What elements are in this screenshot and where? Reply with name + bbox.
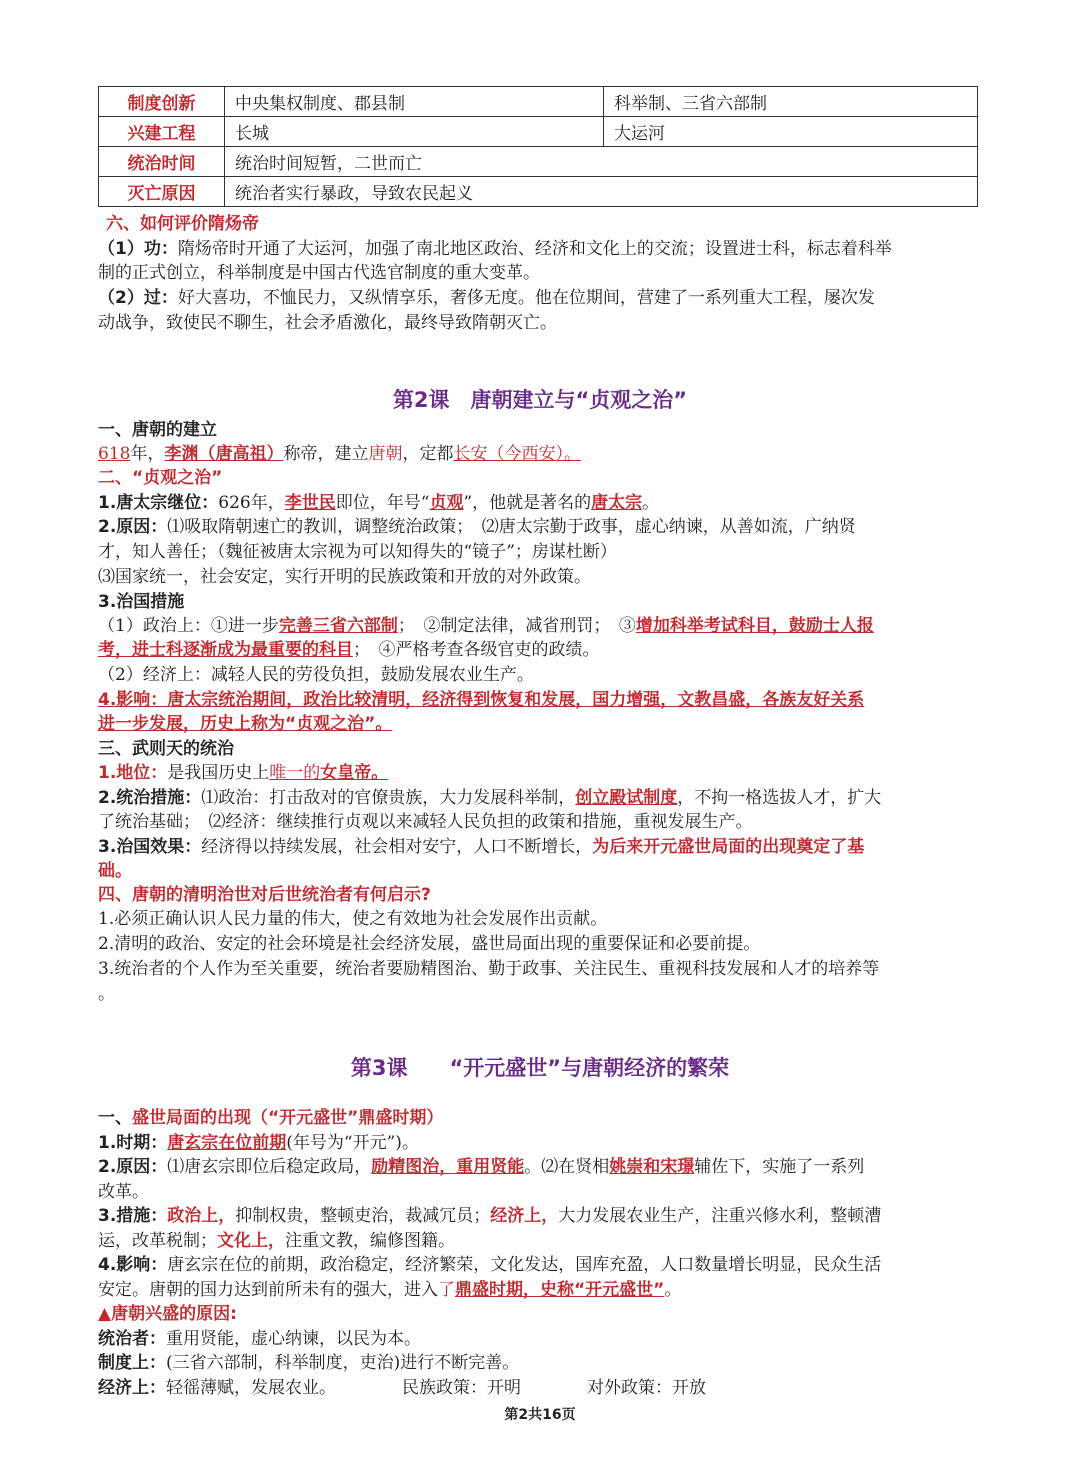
label: 1.唐太宗继位： xyxy=(98,493,219,513)
label: 2.原因： xyxy=(98,517,168,537)
paragraph xyxy=(98,614,988,638)
row-value: 中央集权制度、郡县制 xyxy=(225,87,604,117)
text: ⑴唐玄宗即位后稳定政局， xyxy=(167,1157,372,1177)
text: 经济得以持续发展，社会相对安宁，人口不断增长， xyxy=(201,837,593,857)
table-row xyxy=(99,87,978,117)
text: 抑制权贵，整顿吏治，裁减冗员； xyxy=(235,1206,491,1226)
paragraph xyxy=(98,442,988,466)
row-key: 统治时间 xyxy=(99,147,225,177)
list-item: 2.清明的政治、安定的社会环境是社会经济发展，盛世局面出现的重要保证和必要前提。 xyxy=(98,934,761,954)
paragraph: 动战争，致使民不聊生，社会矛盾激化，最终导致隋朝灭亡。 xyxy=(98,313,557,333)
paragraph xyxy=(98,786,988,810)
text: 好大喜功，不恤民力，又纵情享乐，奢侈无度。他在位期间，营建了一系列重大工程，屡次发 xyxy=(177,288,875,308)
keyword: 姚崇和宋璟 xyxy=(609,1157,695,1177)
text: 一、 xyxy=(98,1108,132,1128)
text: ，定都 xyxy=(402,444,454,464)
label: 1.时期： xyxy=(98,1133,168,1153)
text: 运，改革税制； xyxy=(98,1231,217,1251)
section-heading: 六、如何评价隋炀帝 xyxy=(106,214,259,234)
text: (年号为“开元”)。 xyxy=(286,1133,419,1153)
text: ”，他就是著名的 xyxy=(463,493,592,513)
paragraph xyxy=(98,286,988,310)
capital: 长安（今西安）。 xyxy=(453,444,581,464)
year: 618 xyxy=(98,444,131,464)
paragraph xyxy=(98,1253,988,1277)
paragraph xyxy=(98,1278,988,1302)
section-heading: 三、武则天的统治 xyxy=(98,739,234,759)
paragraph xyxy=(98,1229,988,1253)
paragraph xyxy=(98,491,988,515)
text: (三省六部制，科举制度，吏治)进行不断完善。 xyxy=(166,1353,520,1373)
label: 3.措施： xyxy=(98,1206,168,1226)
text: 即位，年号“ xyxy=(335,493,430,513)
text: 。 xyxy=(664,1280,682,1300)
list-item: 3.统治者的个人作为至关重要，统治者要励精图治、勤于政事、关注民生、重视科技发展和人才的培养等 xyxy=(98,959,880,979)
text: 年， xyxy=(130,444,165,464)
comparison-table xyxy=(98,86,978,207)
label: （1）功： xyxy=(98,239,178,259)
keyword: 为后来开元盛世局面的出现奠定了基 xyxy=(592,837,865,857)
paragraph xyxy=(98,1376,988,1400)
text: ⑴政治：打击敌对的官僚贵族，大力发展科举制， xyxy=(201,788,576,808)
paragraph: 制的正式创立，科举制度是中国古代选官制度的重大变革。 xyxy=(98,263,540,283)
keyword: 李世民 xyxy=(284,493,336,513)
paragraph xyxy=(98,237,988,261)
keyword: 唯一的 xyxy=(269,763,321,783)
text: 民族政策：开明 xyxy=(402,1378,521,1398)
text: 隋炀帝时开通了大运河，加强了南北地区政治、经济和文化上的交流；设置进士科，标志着科举 xyxy=(177,239,892,259)
row-value: 长城 xyxy=(225,117,604,147)
row-key: 制度创新 xyxy=(99,87,225,117)
text: ，不拘一格选拔人才，扩大 xyxy=(677,788,882,808)
row-value: 科举制、三省六部制 xyxy=(604,87,978,117)
list-item: 。 xyxy=(98,984,115,1004)
paragraph: 改革。 xyxy=(98,1182,149,1202)
section-heading: 一、唐朝的建立 xyxy=(98,420,217,440)
text: ⑴吸取隋朝速亡的教训，调整统治政策； ⑵唐太宗勤于政事，虚心纳谏，从善如流，广纳贤 xyxy=(167,517,856,537)
row-value: 统治时间短暂，二世而亡 xyxy=(225,147,978,177)
keyword: 完善三省六部制 xyxy=(278,616,398,636)
label: 经济上： xyxy=(98,1378,166,1398)
paragraph: 了统治基础； ⑵经济：继续推行贞观以来减轻人民负担的政策和措施，重视发展生产。 xyxy=(98,812,753,832)
label: （2）过： xyxy=(98,288,178,308)
text: 称帝，建立 xyxy=(283,444,369,464)
text: ； ②制定法律，减省刑罚； ③ xyxy=(397,616,636,636)
subheading: ▲唐朝兴盛的原因: xyxy=(98,1304,237,1324)
paragraph xyxy=(98,1351,988,1375)
keyword: 励精图治，重用贤能 xyxy=(371,1157,525,1177)
paragraph: （2）经济上：减轻人民的劳役负担，鼓励发展农业生产。 xyxy=(98,665,534,685)
lesson-title: 第3课 “开元盛世”与唐朝经济的繁荣 xyxy=(350,1056,730,1080)
keyword: 文化上， xyxy=(217,1231,285,1251)
keyword: 贞观 xyxy=(429,493,464,513)
paragraph xyxy=(98,1327,988,1351)
table-row xyxy=(99,117,978,147)
paragraph: 础。 xyxy=(98,861,132,881)
row-value: 大运河 xyxy=(604,117,978,147)
label: 1.地位： xyxy=(98,763,168,783)
paragraph xyxy=(98,1204,988,1228)
keyword: 经济上， xyxy=(490,1206,559,1226)
paragraph xyxy=(98,1155,988,1179)
row-key: 灭亡原因 xyxy=(99,177,225,207)
paragraph xyxy=(98,1131,988,1155)
lesson-title: 第2课 唐朝建立与“贞观之治” xyxy=(392,388,688,412)
page-number: 第2共16页 xyxy=(504,1407,576,1423)
label: 2.原因： xyxy=(98,1157,168,1177)
row-key: 兴建工程 xyxy=(99,117,225,147)
keyword: 鼎盛时期，史称“开元盛世” xyxy=(455,1280,665,1300)
label: 制度上： xyxy=(98,1353,166,1373)
text: 轻徭薄赋，发展农业。 xyxy=(166,1378,336,1398)
paragraph xyxy=(98,835,988,859)
paragraph: 才，知人善任；（魏征被唐太宗视为可以知得失的“镜子”；房谋杜断） xyxy=(98,542,617,562)
section-heading: 二、“贞观之治” xyxy=(98,468,223,488)
subheading: 3.治国措施 xyxy=(98,592,185,612)
dynasty: 唐朝 xyxy=(368,444,403,464)
keyword: 唐玄宗在位前期 xyxy=(167,1133,287,1153)
table-row xyxy=(99,147,978,177)
paragraph xyxy=(98,761,988,785)
text: 盛世局面的出现（“开元盛世”鼎盛时期） xyxy=(132,1108,444,1128)
text: 。⑵在贤相 xyxy=(524,1157,610,1177)
label: 2.统治措施： xyxy=(98,788,202,808)
label: 4.影响： xyxy=(98,1255,168,1275)
row-value: 统治者实行暴政，导致农民起义 xyxy=(225,177,978,207)
paragraph: ⑶国家统一，社会安定，实行开明的民族政策和开放的对外政策。 xyxy=(98,567,591,587)
table-row xyxy=(99,177,978,207)
section-heading: 四、唐朝的清明治世对后世统治者有何启示? xyxy=(98,885,431,905)
text: ； ④严格考查各级官吏的政绩。 xyxy=(353,640,600,660)
label: 3.治国效果： xyxy=(98,837,202,857)
text: 大力发展农业生产，注重兴修水利，整顿漕 xyxy=(558,1206,882,1226)
keyword: 唐太宗 xyxy=(591,493,643,513)
text: 安定。唐朝的国力达到前所未有的强大，进入 xyxy=(98,1280,438,1300)
label: 统治者： xyxy=(98,1329,166,1349)
paragraph: 进一步发展，历史上称为“贞观之治”。 xyxy=(98,714,393,734)
text: 重用贤能，虚心纳谏，以民为本。 xyxy=(166,1329,421,1349)
text: 是我国历史上 xyxy=(167,763,270,783)
paragraph: 4.影响：唐太宗统治期间，政治比较清明，经济得到恢复和发展，国力增强，文教昌盛，各族友好关系 xyxy=(98,690,865,710)
keyword: 增加科举考试科目，鼓励士人报 xyxy=(635,616,874,636)
keyword: 政治上， xyxy=(167,1206,236,1226)
paragraph xyxy=(98,515,988,539)
section-heading xyxy=(98,1106,988,1130)
list-item: 1.必须正确认识人民力量的伟大，使之有效地为社会发展作出贡献。 xyxy=(98,909,608,929)
text: 626年， xyxy=(218,493,285,513)
emperor: 李渊（唐高祖） xyxy=(164,444,284,464)
text: （1）政治上：①进一步 xyxy=(98,616,279,636)
keyword: 创立殿试制度 xyxy=(575,788,678,808)
paragraph xyxy=(98,638,988,662)
text: 辅佐下，实施了一系列 xyxy=(694,1157,865,1177)
keyword: 了 xyxy=(438,1280,455,1300)
keyword: 考，进士科逐渐成为最重要的科目 xyxy=(98,640,353,660)
text: 唐玄宗在位的前期，政治稳定，经济繁荣，文化发达，国库充盈，人口数量增长明显，民众生活 xyxy=(167,1255,882,1275)
text: 。 xyxy=(642,493,660,513)
text: 注重文教，编修图籍。 xyxy=(285,1231,455,1251)
text: 对外政策：开放 xyxy=(587,1378,706,1398)
keyword: 女皇帝。 xyxy=(320,763,389,783)
